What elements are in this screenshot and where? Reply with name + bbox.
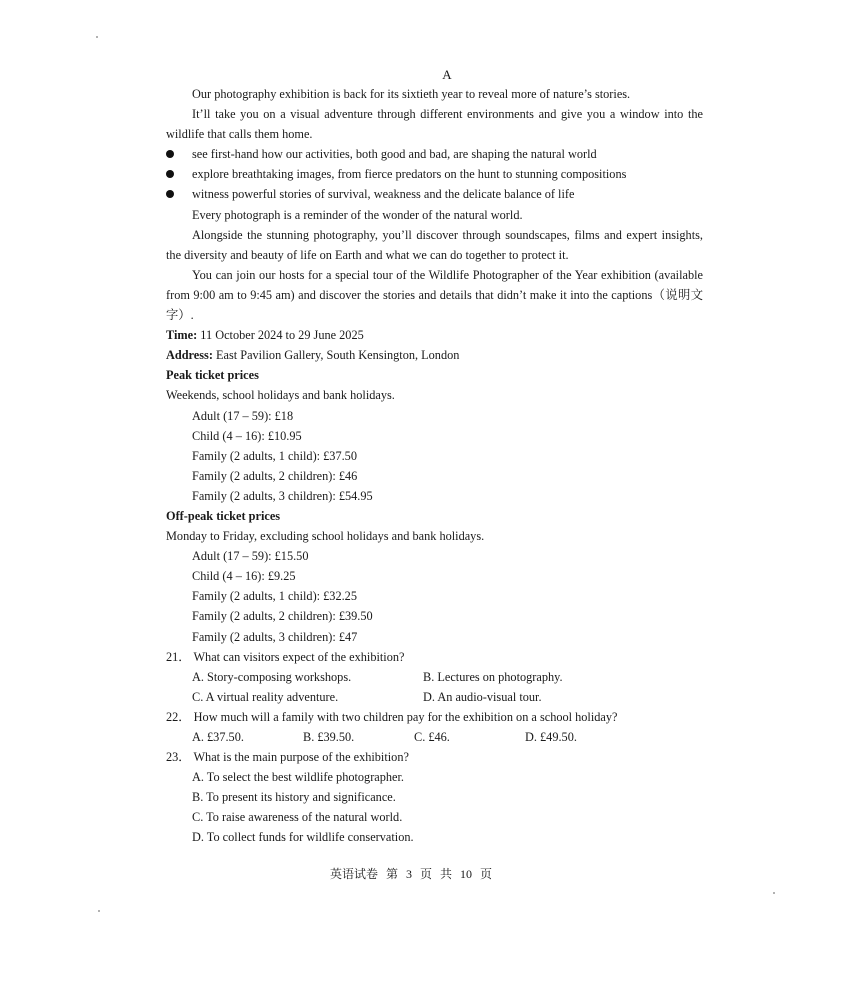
intro-paragraph: Our photography exhibition is back for its sixtieth year to reveal more of nature’s stories. [192, 87, 631, 101]
option: C. To raise awareness of the natural world. [192, 810, 403, 825]
option-row [166, 667, 703, 687]
peak-desc: Weekends, school holidays and bank holidays. [166, 388, 395, 403]
option: A. To select the best wildlife photographer. [192, 770, 405, 785]
price-line: Family (2 adults, 1 child): £37.50 [192, 448, 357, 463]
price-line: Family (2 adults, 2 children): £46 [192, 468, 358, 483]
offpeak-desc: Monday to Friday, excluding school holidays and bank holidays. [166, 529, 485, 544]
paragraph: Alongside the stunning photography, you’ll discover through soundscapes, films and expert insights, the diversity and beauty of life on Earth and what we can do together to protect it. [166, 227, 703, 262]
paragraph: Every photograph is a reminder of the wonder of the natural world. [192, 207, 523, 222]
time-line [166, 325, 703, 345]
option: B. To present its history and significance. [192, 790, 396, 805]
paragraph: It’ll take you on a visual adventure through different environments and give you a window into the wildlife that calls them home. [166, 107, 703, 142]
price-line: Family (2 adults, 3 children): £54.95 [192, 488, 373, 503]
bullet-text: see first-hand how our activities, both good and bad, are shaping the natural world [192, 147, 597, 162]
address-label: Address: [166, 348, 213, 363]
question-stem: 23． What is the main purpose of the exhibition? [166, 750, 409, 765]
option-row [166, 727, 703, 747]
price-line: Child (4 – 16): £9.25 [192, 569, 296, 584]
option: D. An audio-visual tour. [423, 689, 542, 704]
time-label: Time: [166, 328, 198, 343]
page-footer: 英语试卷 第 3 页 共 10 页 [329, 867, 492, 881]
bullet-text: witness powerful stories of survival, weakness and the delicate balance of life [192, 187, 575, 202]
option: A. Story-composing workshops. [192, 669, 352, 684]
option: B. Lectures on photography. [423, 669, 563, 684]
address-value: East Pavilion Gallery, South Kensington, London [212, 348, 460, 363]
bullet-icon [166, 170, 174, 178]
option: B. £39.50. [303, 730, 355, 744]
bullet-text: explore breathtaking images, from fierce predators on the hunt to stunning compositions [192, 167, 627, 182]
option: C. £46. [414, 730, 450, 744]
scan-speck [773, 892, 775, 894]
highlight-list [166, 144, 703, 204]
list-item [166, 184, 703, 204]
option: C. A virtual reality adventure. [192, 689, 339, 704]
option: A. £37.50. [192, 730, 244, 744]
option-row [166, 687, 703, 707]
price-line: Child (4 – 16): £10.95 [192, 428, 302, 443]
option: D. £49.50. [525, 730, 577, 744]
offpeak-title: Off-peak ticket prices [166, 508, 281, 523]
question-stem: 21． What can visitors expect of the exhibition? [166, 649, 405, 664]
list-item [166, 144, 703, 164]
question-stem: 22． How much will a family with two children pay for the exhibition on a school holiday? [166, 709, 618, 724]
bullet-icon [166, 190, 174, 198]
address-line [166, 345, 703, 365]
bullet-icon [166, 150, 174, 158]
price-line: Family (2 adults, 2 children): £39.50 [192, 609, 373, 624]
scan-speck [96, 36, 98, 38]
price-line: Family (2 adults, 1 child): £32.25 [192, 589, 357, 604]
scan-speck [98, 910, 100, 912]
time-value: 11 October 2024 to 29 June 2025 [197, 328, 364, 343]
price-line: Family (2 adults, 3 children): £47 [192, 629, 358, 644]
peak-title: Peak ticket prices [166, 368, 259, 383]
paragraph: You can join our hosts for a special tour of the Wildlife Photographer of the Year exhibition (available from 9:00 am to 9:45 am) and discover the stories and details that didn’t make it into the captions（说明文字）. [166, 267, 703, 323]
price-line: Adult (17 – 59): £18 [192, 408, 294, 423]
passage-content [166, 84, 703, 848]
price-line: Adult (17 – 59): £15.50 [192, 549, 309, 564]
passage-label: A [442, 67, 452, 82]
list-item [166, 164, 703, 184]
option: D. To collect funds for wildlife conservation. [192, 830, 414, 845]
